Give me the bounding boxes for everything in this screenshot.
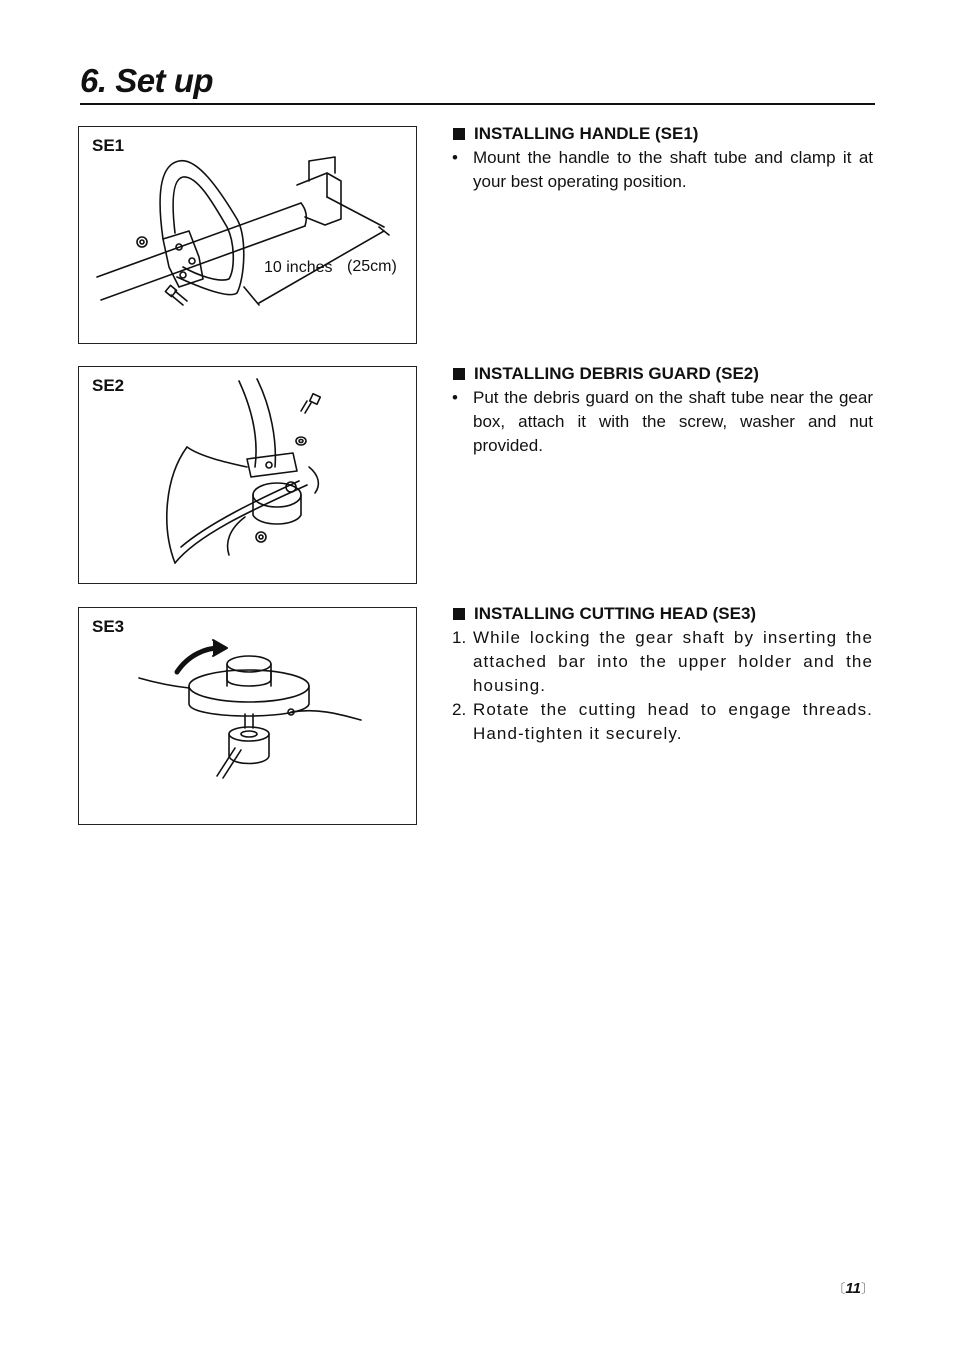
square-bullet-icon (453, 608, 465, 620)
section-installing-debris-guard (452, 362, 873, 458)
title-divider (80, 103, 875, 105)
list-item (452, 698, 873, 746)
section-title (452, 122, 873, 146)
list-item (452, 386, 873, 458)
list-item (452, 146, 873, 194)
cutting-head-illustration (79, 608, 418, 826)
figure-se1 (78, 126, 417, 344)
square-bullet-icon (453, 128, 465, 140)
figure-se2 (78, 366, 417, 584)
page-number-text: 11 (845, 1280, 861, 1297)
section-installing-handle (452, 122, 873, 194)
list-item (452, 626, 873, 698)
section-title-text: INSTALLING DEBRIS GUARD (SE2) (474, 364, 759, 383)
dimension-cm: (25cm) (347, 258, 397, 275)
debris-guard-illustration (79, 367, 418, 585)
figure-label: SE1 (92, 136, 125, 155)
section-title (452, 362, 873, 386)
page-bracket-left: 〔 (832, 1281, 846, 1296)
figure-label: SE2 (92, 376, 125, 395)
figure-se3 (78, 607, 417, 825)
page-bracket-right: 〕 (860, 1281, 874, 1296)
section-installing-cutting-head (452, 602, 873, 746)
section-title (452, 602, 873, 626)
handle-illustration (79, 127, 418, 345)
dimension-inches: 10 inches (264, 259, 333, 276)
item-text: Put the debris guard on the shaft tube near the gear box, attach it with the screw, washer and nut provided. (473, 388, 873, 455)
item-text: Mount the handle to the shaft tube and clamp it at your best operating position. (473, 148, 873, 191)
number-marker: 2. (452, 700, 467, 719)
section-title-text: INSTALLING CUTTING HEAD (SE3) (474, 604, 757, 623)
number-marker: 1. (452, 628, 467, 647)
item-text: While locking the gear shaft by inserting the attached bar into the upper holder and the housing. (473, 628, 873, 695)
bullet-marker: • (452, 388, 458, 407)
square-bullet-icon (453, 368, 465, 380)
page-title: 6. Set up (80, 62, 214, 99)
figure-label: SE3 (92, 617, 125, 636)
section-title-text: INSTALLING HANDLE (SE1) (474, 124, 699, 143)
page-number (832, 1278, 874, 1297)
item-text: Rotate the cutting head to engage threads. Hand-tighten it securely. (473, 700, 873, 743)
bullet-marker: • (452, 148, 458, 167)
